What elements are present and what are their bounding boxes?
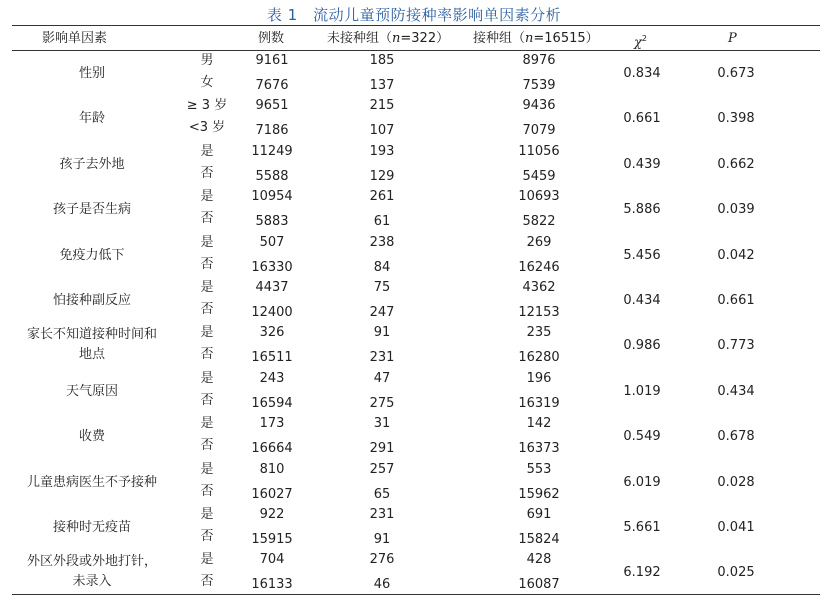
count-cell: 12400	[251, 305, 293, 320]
vaccinated-cell: 16087	[518, 577, 560, 593]
unvaccinated-cell: 65	[373, 486, 391, 502]
level-label: ≥ 3 岁	[186, 98, 228, 114]
factor-label: 接种时无疫苗	[52, 520, 131, 535]
vaccinated-cell: 5459	[522, 168, 556, 184]
chi-square-cell: 1.019	[623, 383, 661, 399]
vaccinated-cell: 142	[526, 416, 552, 432]
count-cell: 16027	[251, 486, 293, 502]
unvaccinated-cell: 276	[369, 552, 395, 568]
count-cell: 326	[259, 325, 285, 341]
chi-square-cell: 0.434	[623, 293, 661, 308]
vaccinated-cell: 15962	[518, 486, 560, 502]
unvaccinated-cell: 247	[369, 305, 395, 320]
vaccinated-cell: 8976	[522, 53, 556, 68]
chi-square-cell: 0.549	[623, 429, 661, 445]
p-value-cell: 0.434	[717, 383, 755, 399]
p-value-cell: 0.678	[717, 429, 755, 445]
count-cell: 11249	[251, 143, 293, 159]
header-rule	[12, 50, 820, 51]
level-label: 否	[200, 529, 214, 544]
count-cell: 10954	[251, 189, 293, 205]
header-chi-square: $\chi^2$	[634, 34, 647, 51]
header-factor: 影响单因素	[42, 31, 108, 46]
count-cell: 16330	[251, 259, 293, 275]
p-value-cell: 0.028	[717, 474, 755, 490]
factor-label: 未录入	[72, 574, 112, 590]
count-cell: 7676	[255, 78, 289, 93]
count-cell: 5883	[255, 214, 289, 230]
count-cell: 16664	[251, 441, 293, 457]
unvaccinated-cell: 107	[369, 123, 395, 139]
count-cell: 922	[259, 507, 285, 522]
header-count: 例数	[258, 31, 285, 46]
level-label: 否	[200, 483, 214, 499]
factor-label: 孩子是否生病	[52, 202, 131, 218]
factor-label: 孩子去外地	[59, 156, 125, 172]
p-value-cell: 0.041	[717, 520, 755, 535]
count-cell: 4437	[255, 280, 289, 295]
count-cell: 704	[259, 552, 285, 568]
level-label: 是	[200, 370, 214, 386]
vaccinated-cell: 4362	[522, 280, 556, 295]
unvaccinated-cell: 47	[373, 370, 391, 386]
level-label: 否	[200, 165, 214, 181]
factor-label: 家长不知道接种时间和	[26, 327, 157, 343]
vaccinated-cell: 7079	[522, 123, 556, 139]
count-cell: 5588	[255, 168, 289, 184]
level-label: 否	[200, 438, 214, 454]
unvaccinated-cell: 193	[369, 143, 395, 159]
count-cell: 7186	[255, 123, 289, 139]
count-cell: 15915	[251, 532, 293, 547]
unvaccinated-cell: 231	[369, 350, 395, 366]
unvaccinated-cell: 75	[373, 280, 391, 295]
count-cell: 507	[259, 234, 285, 250]
unvaccinated-cell: 91	[373, 532, 391, 547]
p-value-cell: 0.042	[717, 247, 755, 263]
unvaccinated-cell: 261	[369, 189, 395, 205]
vaccinated-cell: 10693	[518, 189, 560, 205]
vaccinated-cell: 196	[526, 370, 552, 386]
unvaccinated-cell: 61	[373, 214, 391, 230]
level-label: 否	[200, 211, 214, 227]
header-p-value: P	[728, 31, 737, 46]
vaccinated-cell: 7539	[522, 78, 556, 93]
unvaccinated-cell: 215	[369, 98, 395, 114]
vaccinated-cell: 16319	[518, 395, 560, 411]
factor-label: 儿童患病医生不予接种	[26, 474, 157, 490]
factor-label: 地点	[78, 347, 105, 363]
unvaccinated-cell: 31	[373, 416, 391, 432]
vaccinated-cell: 9436	[522, 98, 556, 114]
factor-label: 外区外段或外地打针，	[26, 554, 157, 570]
count-cell: 16133	[251, 577, 293, 593]
chi-square-cell: 6.019	[623, 474, 661, 490]
level-label: 男	[200, 53, 214, 68]
unvaccinated-cell: 185	[369, 53, 395, 68]
level-label: 是	[200, 461, 214, 477]
chi-square-cell: 0.439	[623, 156, 661, 172]
level-label: 是	[200, 552, 214, 568]
vaccinated-cell: 235	[526, 325, 552, 341]
vaccinated-cell: 5822	[522, 214, 556, 230]
chi-square-cell: 0.834	[623, 66, 661, 81]
header-unvaccinated: 未接种组（n=322）	[327, 31, 450, 46]
chi-square-cell: 5.661	[623, 520, 661, 535]
vaccinated-cell: 16280	[518, 350, 560, 366]
count-cell: 9651	[255, 98, 289, 114]
p-value-cell: 0.661	[717, 293, 755, 308]
level-label: 是	[200, 143, 214, 159]
p-value-cell: 0.773	[717, 338, 755, 354]
factor-label: 免疫力低下	[59, 247, 125, 263]
vaccinated-cell: 16246	[518, 259, 560, 275]
vaccinated-cell: 11056	[518, 143, 560, 159]
chi-square-cell: 0.661	[623, 111, 661, 127]
level-label: 是	[200, 234, 214, 250]
vaccinated-cell: 553	[526, 461, 552, 477]
p-value-cell: 0.039	[717, 202, 755, 218]
level-label: 是	[200, 280, 214, 295]
count-cell: 16511	[251, 350, 293, 366]
factor-label: 收费	[78, 429, 105, 445]
vaccinated-cell: 428	[526, 552, 552, 568]
level-label: 否	[200, 347, 214, 363]
level-label: 是	[200, 507, 214, 522]
bottom-rule	[12, 594, 820, 595]
vaccinated-cell: 269	[526, 234, 552, 250]
level-label: 是	[200, 416, 214, 432]
level-label: 否	[200, 392, 214, 408]
chi-square-cell: 5.456	[623, 247, 661, 263]
header-vaccinated: 接种组（n=16515）	[473, 31, 599, 46]
chi-square-cell: 6.192	[623, 565, 661, 581]
count-cell: 16594	[251, 395, 293, 411]
p-value-cell: 0.025	[717, 565, 755, 581]
factor-label: 年龄	[78, 111, 105, 127]
count-cell: 243	[259, 370, 285, 386]
vaccinated-cell: 691	[526, 507, 552, 522]
level-label: 否	[200, 256, 214, 272]
unvaccinated-cell: 291	[369, 441, 395, 457]
vaccinated-cell: 16373	[518, 441, 560, 457]
level-label: 是	[200, 325, 214, 341]
level-label: 是	[200, 189, 214, 205]
factor-label: 天气原因	[65, 383, 118, 399]
level-label: <3 岁	[188, 120, 226, 136]
level-label: 女	[200, 75, 214, 90]
level-label: 否	[200, 574, 214, 590]
p-value-cell: 0.662	[717, 156, 755, 172]
p-value-cell: 0.673	[717, 66, 755, 81]
vaccinated-cell: 15824	[518, 532, 560, 547]
unvaccinated-cell: 231	[369, 507, 395, 522]
unvaccinated-cell: 46	[373, 577, 391, 593]
unvaccinated-cell: 257	[369, 461, 395, 477]
count-cell: 9161	[255, 53, 289, 68]
vaccinated-cell: 12153	[518, 305, 560, 320]
unvaccinated-cell: 238	[369, 234, 395, 250]
unvaccinated-cell: 137	[369, 78, 395, 93]
table-title: 表 1 流动儿童预防接种率影响单因素分析	[266, 6, 562, 24]
unvaccinated-cell: 275	[369, 395, 395, 411]
level-label: 否	[200, 302, 214, 317]
chi-square-cell: 5.886	[623, 202, 661, 218]
top-rule	[12, 25, 820, 26]
count-cell: 810	[259, 461, 285, 477]
p-value-cell: 0.398	[717, 111, 755, 127]
unvaccinated-cell: 84	[373, 259, 391, 275]
factor-label: 性别	[78, 66, 105, 81]
factor-label: 怕接种副反应	[52, 293, 131, 308]
chi-square-cell: 0.986	[623, 338, 661, 354]
unvaccinated-cell: 129	[369, 168, 395, 184]
unvaccinated-cell: 91	[373, 325, 391, 341]
count-cell: 173	[259, 416, 285, 432]
